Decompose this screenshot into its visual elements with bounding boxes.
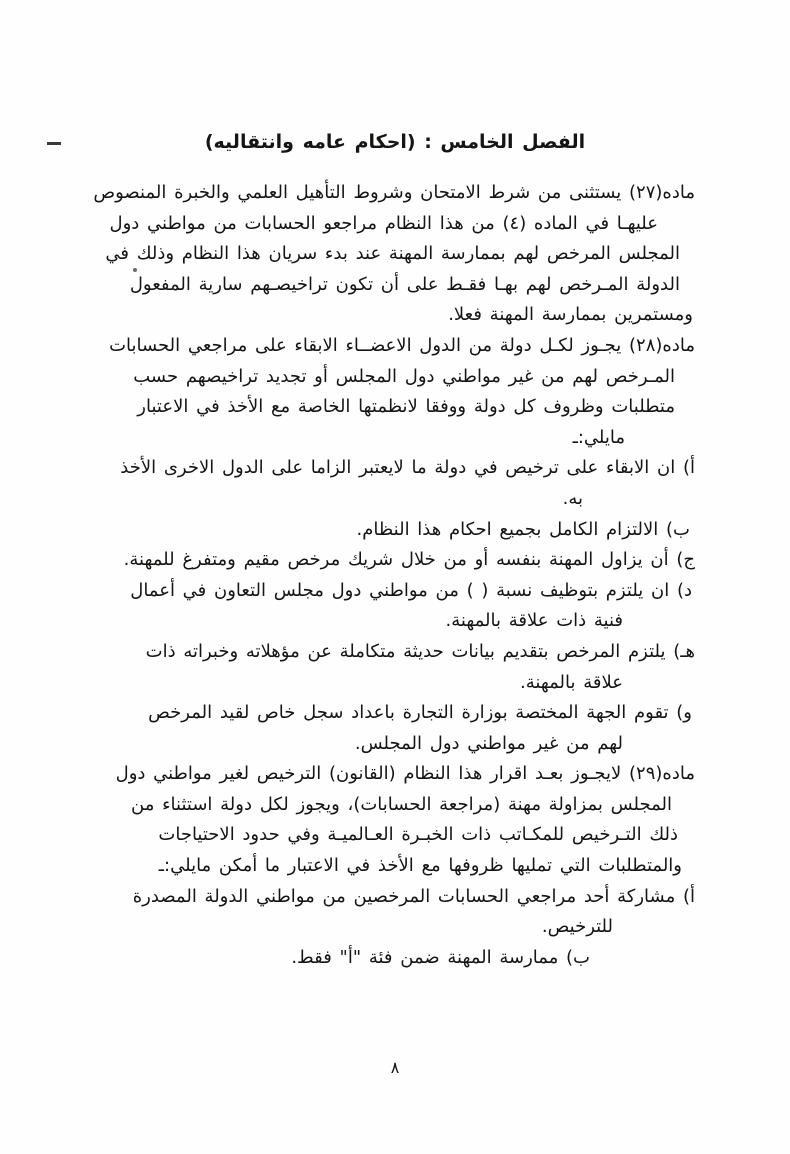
text-line: ماده(٢٧) يستثنى من شرط الامتحان وشروط التأهيل العلمي والخبرة المنصوص xyxy=(93,182,695,203)
text-line: والمتطلبات التي تمليها ظروفها مع الأخذ في الاعتبار ما أمكن مايلي:ـ xyxy=(158,855,682,877)
text-line: به. xyxy=(562,487,583,509)
text-line: عليهـا في الماده (٤) من هذا النظام مراجعو الحسابات من مواطني دول xyxy=(109,212,658,234)
text-line: مايلي:ـ xyxy=(572,426,625,448)
text-line: أ) مشاركة أحد مراجعي الحسابات المرخصين من مواطني الدولة المصدرة xyxy=(132,885,695,907)
text-line: و) تقوم الجهة المختصة بوزارة التجارة باعداد سجل خاص لقيد المرخص xyxy=(148,702,692,724)
text-line: المجلس المرخص لهم بممارسة المهنة عند بدء سريان هذا النظام وذلك في xyxy=(105,243,680,265)
text-line: علاقة بالمهنة. xyxy=(520,671,623,693)
text-line: ذلك التـرخيص للمكـاتب ذات الخبـرة العـالميـة وفي حدود الاحتياجات xyxy=(158,824,678,846)
text-line: ماده(٢٨) يجـوز لكـل دولة من الدول الاعضــاء الابقاء على مراجعي الحسابات xyxy=(109,334,695,356)
chapter-title: الفصل الخامس : (احكام عامه وانتقاليه) xyxy=(204,131,586,153)
text-line: للترخيص. xyxy=(541,916,613,938)
text-line: المـرخص لهم من غير مواطني دول المجلس أو تجديد تراخيصهم حسب xyxy=(133,365,675,387)
text-line: ومستمرين بممارسة المهنة فعلا. xyxy=(448,304,693,326)
document-lines xyxy=(95,178,695,973)
text-line: متطلبات وظروف كل دولة ووفقا لانظمتها الخاصة مع الأخذ في الاعتبار xyxy=(137,396,675,418)
text-line: هـ) يلتزم المرخص بتقديم بيانات حديثة متكاملة عن مؤهلاته وخبراته ذات xyxy=(145,640,695,662)
text-line: د) ان يلتزم بتوظيف نسبة ( ) من مواطني دول مجلس التعاون في أعمال xyxy=(130,579,692,601)
text-line: الدولة المـرخص لهم بهـا فقـط على أن تكون تراخيصـهم سارية المفعول xyxy=(129,273,680,295)
text-line: ماده(٢٩) لايجـوز بعـد اقرار هذا النظام (القانون) الترخيص لغير مواطني دول xyxy=(115,763,695,785)
text-line: فنية ذات علاقة بالمهنة. xyxy=(445,610,623,632)
text-line: المجلس بمزاولة مهنة (مراجعة الحسابات)، ويجوز لكل دولة استثناء من xyxy=(131,793,672,815)
page-number: ٨ xyxy=(390,1058,400,1077)
text-line: ج) أن يزاول المهنة بنفسه أو من خلال شريك مرخص مقيم ومتفرغ للمهنة. xyxy=(123,549,695,571)
text-line: ب) ممارسة المهنة ضمن فئة "أ" فقط. xyxy=(291,946,590,968)
text-line: ب) الالتزام الكامل بجميع احكام هذا النظام. xyxy=(356,518,690,540)
text-line: أ) ان الابقاء على ترخيص في دولة ما لايعتبر الزاما على الدول الاخرى الأخذ xyxy=(120,457,695,479)
scan-artifact-dash xyxy=(47,142,61,145)
text-line: لهم من غير مواطني دول المجلس. xyxy=(354,732,623,754)
